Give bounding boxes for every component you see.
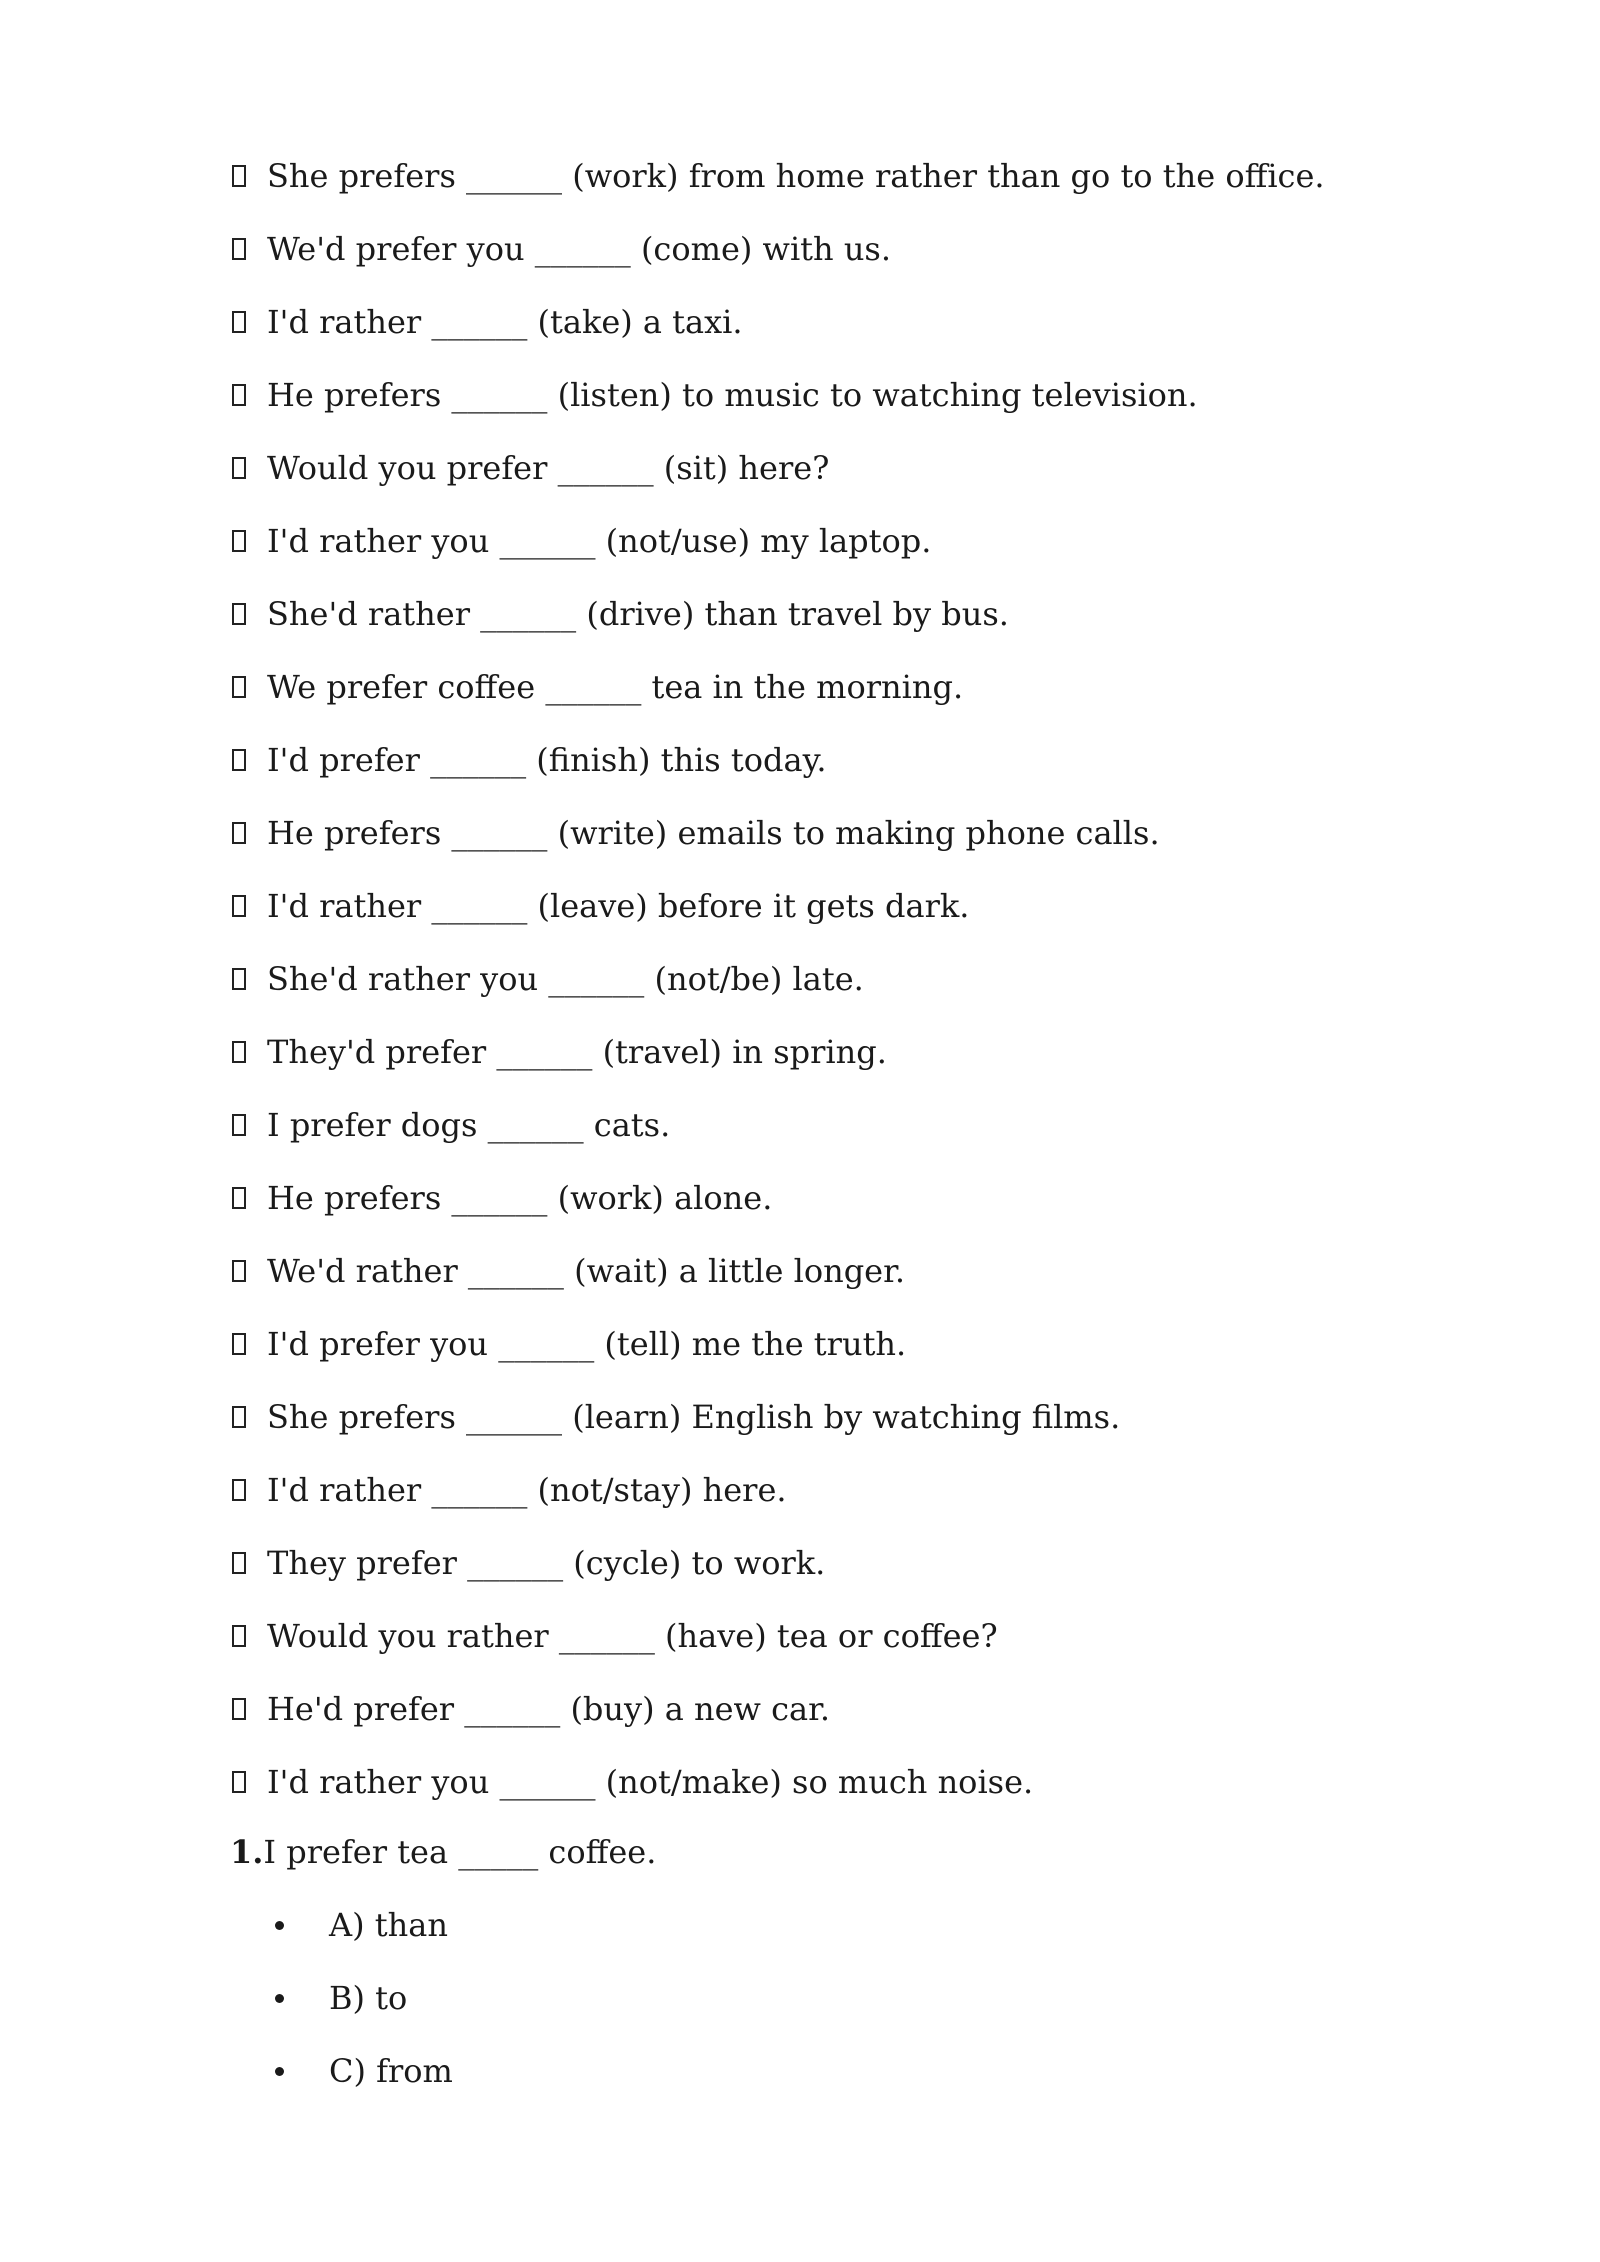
exercise-item	[232, 1610, 1325, 1683]
exercise-item	[232, 1172, 1325, 1245]
missing-glyph-icon	[232, 1771, 246, 1793]
exercise-item	[232, 1318, 1325, 1391]
bullet-icon	[275, 1921, 284, 1930]
exercise-text: They'd prefer ______ (travel) in spring.	[267, 1033, 887, 1071]
missing-glyph-icon	[232, 676, 246, 698]
exercise-item	[232, 588, 1325, 661]
missing-glyph-icon	[232, 1041, 246, 1063]
missing-glyph-icon	[232, 1479, 246, 1501]
missing-glyph-icon	[232, 457, 246, 479]
exercise-item	[232, 1391, 1325, 1464]
missing-glyph-icon	[232, 384, 246, 406]
exercise-item	[232, 734, 1325, 807]
exercise-list	[232, 150, 1325, 1829]
missing-glyph-icon	[232, 1333, 246, 1355]
missing-glyph-icon	[232, 1114, 246, 1136]
exercise-item	[232, 1245, 1325, 1318]
missing-glyph-icon	[232, 1625, 246, 1647]
missing-glyph-icon	[232, 311, 246, 333]
exercise-item	[232, 953, 1325, 1026]
missing-glyph-icon	[232, 895, 246, 917]
exercise-text: She prefers ______ (learn) English by watching films.	[267, 1398, 1121, 1436]
bullet-icon	[275, 1994, 284, 2003]
exercise-text: I'd rather ______ (leave) before it gets dark.	[267, 887, 970, 925]
exercise-item	[232, 296, 1325, 369]
question	[230, 1826, 656, 1878]
exercise-item	[232, 1756, 1325, 1829]
exercise-item	[232, 661, 1325, 734]
exercise-item	[232, 1099, 1325, 1172]
missing-glyph-icon	[232, 1187, 246, 1209]
missing-glyph-icon	[232, 1406, 246, 1428]
exercise-text: I prefer dogs ______ cats.	[267, 1106, 671, 1144]
exercise-text: I'd rather you ______ (not/make) so much noise.	[267, 1763, 1034, 1801]
exercise-text: Would you prefer ______ (sit) here?	[267, 449, 830, 487]
answer-options	[275, 1899, 453, 2118]
bullet-icon	[275, 2067, 284, 2076]
exercise-item	[232, 1464, 1325, 1537]
missing-glyph-icon	[232, 968, 246, 990]
exercise-text: I'd prefer ______ (finish) this today.	[267, 741, 827, 779]
exercise-text: We prefer coffee ______ tea in the morning.	[267, 668, 964, 706]
missing-glyph-icon	[232, 603, 246, 625]
exercise-text: I'd prefer you ______ (tell) me the truth.	[267, 1325, 907, 1363]
exercise-text: We'd prefer you ______ (come) with us.	[267, 230, 892, 268]
question-text: I prefer tea _____ coffee.	[263, 1833, 657, 1871]
exercise-text: He prefers ______ (listen) to music to watching television.	[267, 376, 1198, 414]
exercise-text: She'd rather ______ (drive) than travel by bus.	[267, 595, 1009, 633]
exercise-text: I'd rather ______ (not/stay) here.	[267, 1471, 787, 1509]
missing-glyph-icon	[232, 238, 246, 260]
missing-glyph-icon	[232, 1552, 246, 1574]
missing-glyph-icon	[232, 530, 246, 552]
question-number: 1.	[230, 1833, 264, 1871]
exercise-text: I'd rather ______ (take) a taxi.	[267, 303, 743, 341]
exercise-item	[232, 223, 1325, 296]
exercise-text: I'd rather you ______ (not/use) my laptop.	[267, 522, 932, 560]
exercise-item	[232, 880, 1325, 953]
answer-option	[275, 2045, 453, 2118]
missing-glyph-icon	[232, 1698, 246, 1720]
missing-glyph-icon	[232, 749, 246, 771]
exercise-text: We'd rather ______ (wait) a little longer.	[267, 1252, 906, 1290]
exercise-item	[232, 515, 1325, 588]
exercise-item	[232, 1537, 1325, 1610]
answer-option	[275, 1899, 453, 1972]
missing-glyph-icon	[232, 1260, 246, 1282]
exercise-text: She'd rather you ______ (not/be) late.	[267, 960, 864, 998]
missing-glyph-icon	[232, 822, 246, 844]
answer-option	[275, 1972, 453, 2045]
exercise-item	[232, 1683, 1325, 1756]
exercise-item	[232, 1026, 1325, 1099]
exercise-text: They prefer ______ (cycle) to work.	[267, 1544, 826, 1582]
option-text: B) to	[329, 1979, 408, 2017]
exercise-text: Would you rather ______ (have) tea or coffee?	[267, 1617, 998, 1655]
exercise-item	[232, 150, 1325, 223]
exercise-text: He prefers ______ (work) alone.	[267, 1179, 773, 1217]
option-text: C) from	[329, 2052, 453, 2090]
exercise-text: He prefers ______ (write) emails to making phone calls.	[267, 814, 1160, 852]
exercise-text: She prefers ______ (work) from home rather than go to the office.	[267, 157, 1325, 195]
exercise-text: He'd prefer ______ (buy) a new car.	[267, 1690, 831, 1728]
option-text: A) than	[329, 1906, 448, 1944]
exercise-item	[232, 369, 1325, 442]
exercise-item	[232, 807, 1325, 880]
missing-glyph-icon	[232, 165, 246, 187]
exercise-item	[232, 442, 1325, 515]
